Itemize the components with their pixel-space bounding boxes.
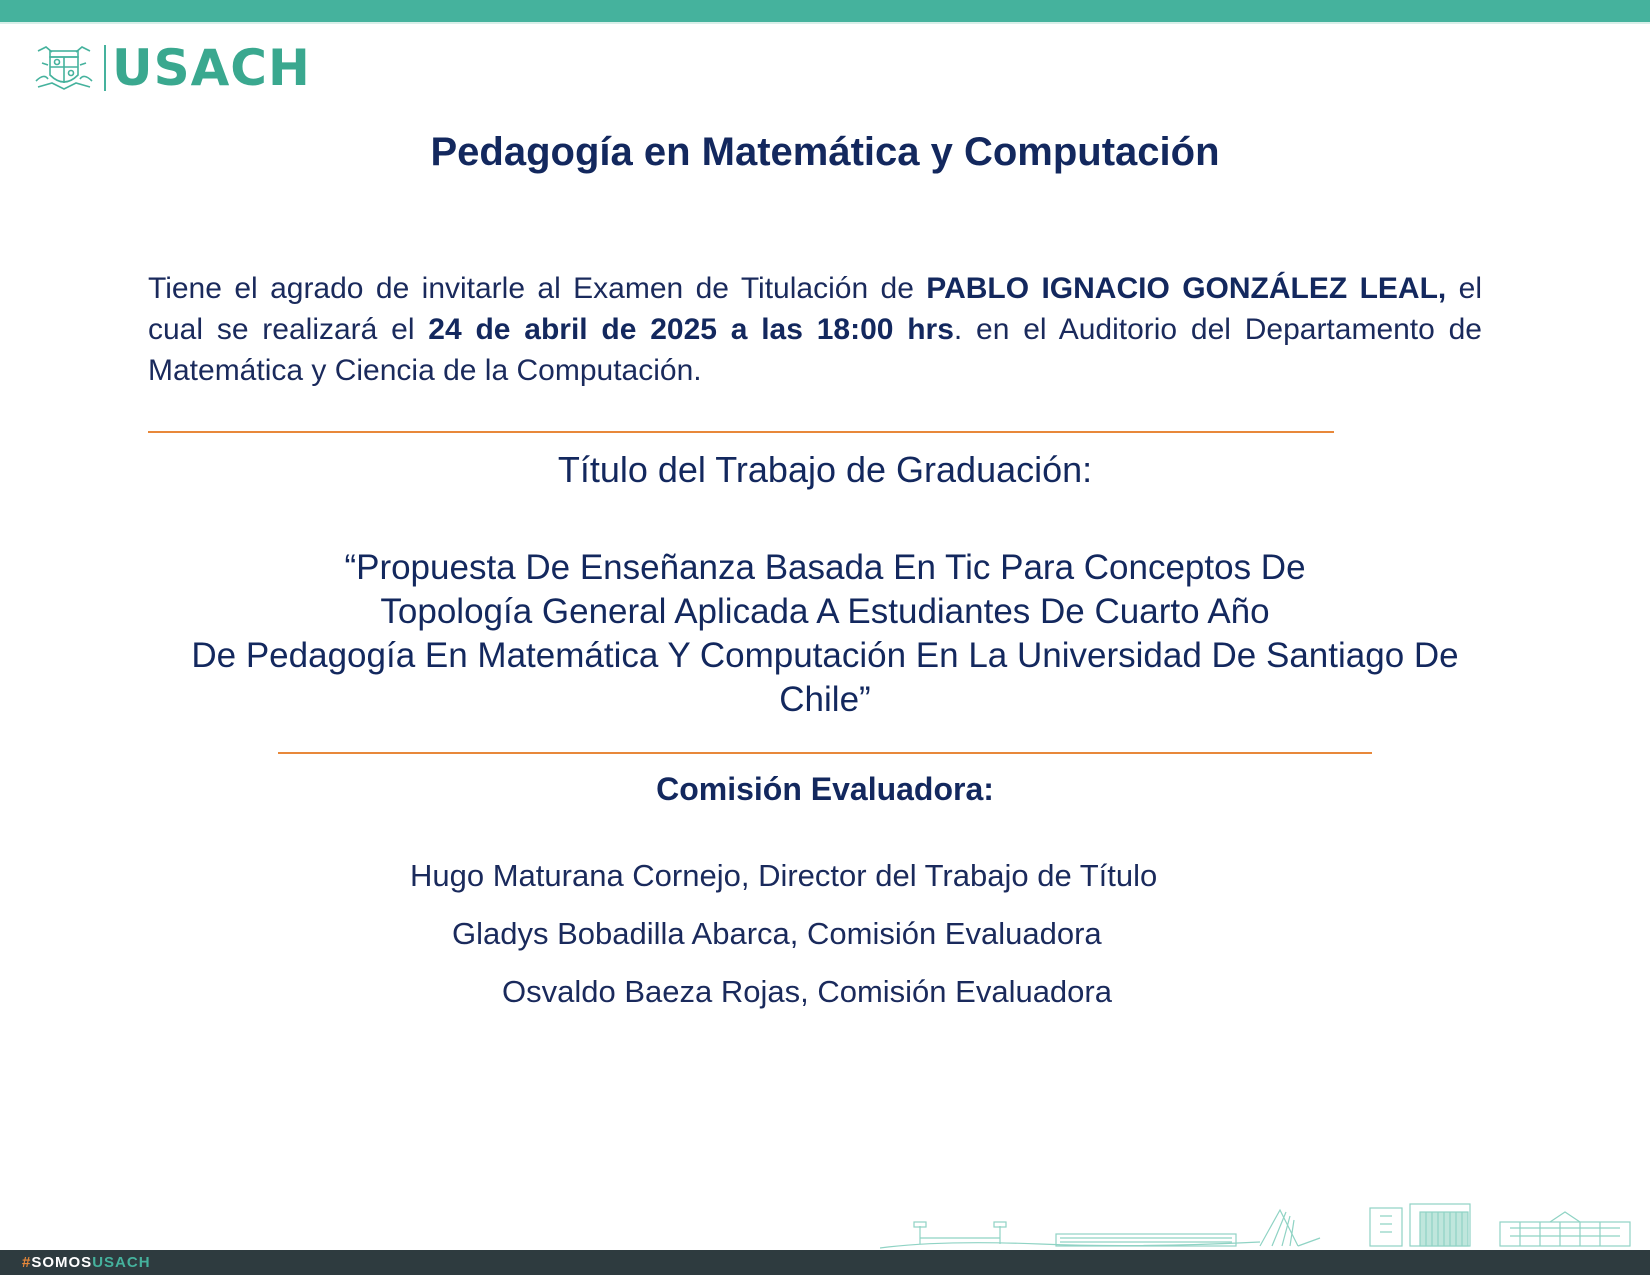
thesis-title	[120, 546, 1530, 722]
student-name: PABLO IGNACIO GONZÁLEZ LEAL,	[926, 272, 1447, 305]
invitation-text-3: . en el Auditorio del Departamento de Matemática y Ciencia de la Computación.	[148, 313, 1482, 387]
thesis-title-line: Chile”	[779, 680, 871, 719]
committee-heading: Comisión Evaluadora:	[656, 771, 994, 807]
committee-member: Osvaldo Baeza Rojas, Comisión Evaluadora	[502, 974, 1112, 1009]
invitation-text-1: Tiene el agrado de invitarle al Examen de Titulación de	[148, 272, 927, 305]
footer-bar	[0, 1250, 1650, 1275]
hashtag-word-somos: SOMOS	[31, 1254, 93, 1271]
footer-hashtag	[22, 1254, 151, 1271]
logo-divider	[104, 45, 106, 91]
committee-member: Hugo Maturana Cornejo, Director del Trabajo de Título	[410, 858, 1158, 893]
usach-logo	[32, 39, 311, 97]
top-accent-line	[0, 22, 1650, 24]
invitation-paragraph	[148, 268, 1482, 391]
thesis-title-line: De Pedagogía En Matemática Y Computación En La Universidad De Santiago De	[191, 636, 1459, 675]
divider-line	[148, 431, 1334, 433]
university-crest-icon	[32, 43, 96, 93]
invitation-text-2: el cual se realizará el	[148, 272, 1482, 346]
top-accent-bar	[0, 0, 1650, 22]
logo-text: USACH	[112, 39, 311, 97]
committee-member: Gladys Bobadilla Abarca, Comisión Evaluadora	[452, 916, 1102, 951]
thesis-title-line: “Propuesta De Enseñanza Basada En Tic Para Conceptos De	[344, 548, 1306, 587]
thesis-title-line: Topología General Aplicada A Estudiantes De Cuarto Año	[380, 592, 1270, 631]
hashtag-word-usach: USACH	[92, 1254, 151, 1271]
divider-line	[278, 752, 1372, 754]
campus-skyline-icon	[880, 1198, 1650, 1250]
exam-datetime: 24 de abril de 2025 a las 18:00 hrs	[428, 313, 954, 346]
thesis-label: Título del Trabajo de Graduación:	[557, 449, 1093, 490]
hashtag-symbol: #	[22, 1254, 32, 1271]
page-title: Pedagogía en Matemática y Computación	[430, 130, 1220, 174]
